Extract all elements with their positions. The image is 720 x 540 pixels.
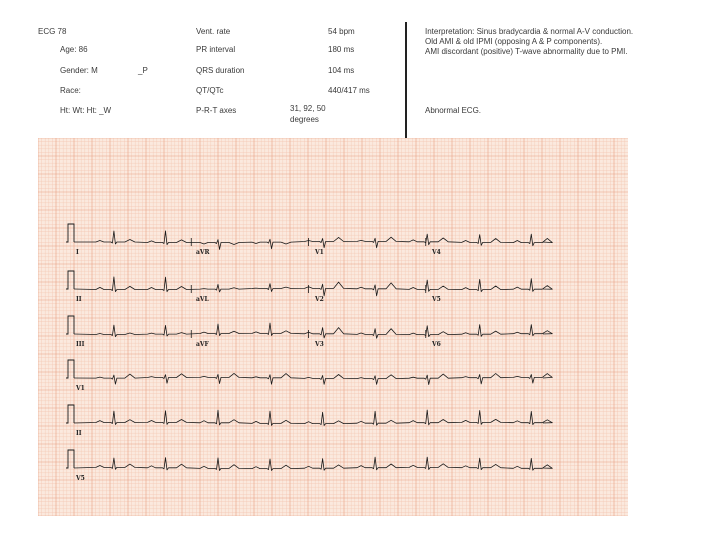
qt-value: 440/417 ms (328, 86, 370, 95)
lead-label-ii: II (76, 296, 82, 303)
lead-label-v5: V5 (76, 475, 85, 482)
lead-label-v1: V1 (315, 249, 324, 256)
patient-race: Race: (60, 86, 81, 95)
qrs-duration-label: QRS duration (196, 66, 245, 75)
patient-gender-suffix: _P (138, 66, 148, 75)
interpretation-line-3: AMI discordant (positive) T-wave abnormality due to PMI. (425, 47, 628, 56)
lead-label-ii: II (76, 430, 82, 437)
patient-height-weight: Ht: Wt: Ht: _W (60, 106, 112, 115)
axes-unit: degrees (290, 115, 319, 124)
interpretation-block (425, 27, 633, 57)
patient-gender: Gender: M (60, 66, 98, 75)
lead-label-avf: aVF (196, 341, 209, 348)
header-divider (405, 22, 407, 138)
lead-label-v4: V4 (432, 249, 441, 256)
axes-value: 31, 92, 50 (290, 104, 326, 113)
vent-rate-value: 54 bpm (328, 27, 355, 36)
lead-label-avr: aVR (196, 249, 210, 256)
ecg-tracing (38, 138, 628, 516)
lead-label-v2: V2 (315, 296, 324, 303)
lead-label-v3: V3 (315, 341, 324, 348)
lead-label-i: I (76, 249, 79, 256)
interpretation-line-2: Old AMI & old IPMI (opposing A & P components). (425, 37, 603, 46)
patient-age: Age: 86 (60, 45, 88, 54)
ecg-title: ECG 78 (38, 27, 67, 36)
lead-label-iii: III (76, 341, 85, 348)
vent-rate-label: Vent. rate (196, 27, 231, 36)
lead-label-avl: aVL (196, 296, 209, 303)
lead-label-v6: V6 (432, 341, 441, 348)
pr-interval-label: PR interval (196, 45, 236, 54)
pr-interval-value: 180 ms (328, 45, 355, 54)
interpretation-line-1: Interpretation: Sinus bradycardia & normal A-V conduction. (425, 27, 634, 36)
qt-label: QT/QTc (196, 86, 224, 95)
axes-label: P-R-T axes (196, 106, 237, 115)
lead-label-v5: V5 (432, 296, 441, 303)
lead-label-v1: V1 (76, 385, 85, 392)
qrs-duration-value: 104 ms (328, 66, 355, 75)
interpretation-conclusion: Abnormal ECG. (425, 106, 482, 115)
